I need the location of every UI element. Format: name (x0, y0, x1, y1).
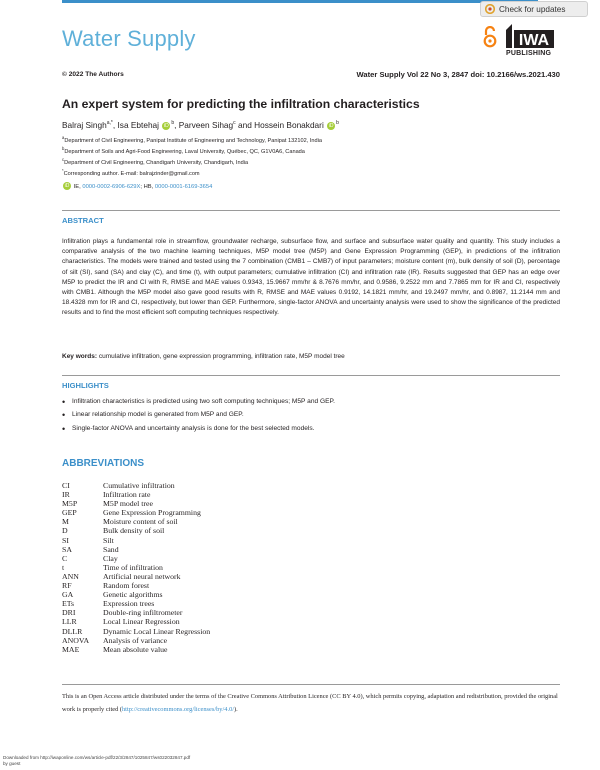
abbreviation-row (62, 526, 210, 535)
abbreviation-row (62, 590, 210, 599)
download-notice (3, 755, 190, 767)
keywords-text: cumulative infiltration, gene expression programming, infiltration rate, M5P model tree (98, 353, 345, 360)
license-end: ). (234, 706, 238, 714)
abbreviation-definition: Double-ring infiltrometer (103, 608, 183, 618)
affiliation: $^b$Department of Soils and Agri-Food Engineering, Laval University, Québec, QC, G1V0A6, Canada (62, 146, 305, 155)
keywords (62, 353, 345, 360)
author-sup: a,* (106, 120, 113, 127)
abbreviation-definition: Clay (103, 553, 118, 563)
license-text (62, 690, 560, 717)
abbreviation-row (62, 645, 210, 654)
abbreviation-row (62, 536, 210, 545)
orcid-list (62, 182, 212, 190)
divider (62, 684, 560, 685)
author-separator: and (235, 120, 255, 130)
abbreviation-term: IR (62, 490, 70, 500)
orcid-separator: ; (140, 184, 142, 190)
orcid-link[interactable]: 0000-0002-6906-629X (82, 184, 141, 190)
abbreviation-term: C (62, 553, 68, 563)
author-sup: c (233, 120, 236, 127)
download-line: by guest (3, 761, 21, 766)
abbreviation-definition: Local Linear Regression (103, 617, 180, 627)
abbreviation-definition: Random forest (103, 581, 150, 591)
abbreviation-term: GA (62, 590, 74, 600)
orcid-icon: iD (64, 183, 70, 189)
abbreviations-heading: ABBREVIATIONS (62, 458, 145, 469)
affiliation: $^a$Department of Civil Engineering, Panipat Institute of Engineering and Technology, Panipat 132102, India (62, 135, 322, 144)
author-separator: , (112, 120, 118, 130)
abbreviation-row (62, 572, 210, 581)
abbreviation-term: ANN (62, 571, 79, 581)
highlight-item: • Single-factor ANOVA and uncertainty analysis is done for the best selected models. (62, 425, 335, 438)
abbreviations-list (62, 481, 210, 654)
abbreviation-definition: Mean absolute value (103, 644, 168, 654)
abbreviation-row (62, 490, 210, 499)
check-for-updates-label: Check for updates (499, 4, 566, 14)
abbreviation-row (62, 508, 210, 517)
abbreviation-term: ETs (62, 599, 75, 609)
iwa-logo-mark (506, 22, 554, 50)
abstract-text: Infiltration plays a fundamental role in streamflow, groundwater recharge, subsurface flow, and surface and subsurface water quality and quantity. This study includes a comparative analysis of the two machine learning techniques, M5P model tree (M5P) and Gene Expression Programming (GEP), in predictions of the infiltration characteristics. The models were trained and tested using the 7 combination (CMB1 – CMB7) of input parameters; moisture content (m), bulk density of soil (D), percentage of silt (SI), sand (SA) and clay (C), and time (t), with output parameters; cumulative infiltration (CI) and infiltration rate (IR). Results suggested that GEP has an edge over M5P to predict the IR and CI with R, RMSE and MAE values 0.9343, 15.9667 mm/hr & 8.7676 mm/hr, and 0.9586, 9.2522 mm and 7.7865 mm for IR and CI, respectively with CMB1. Although the M5P model also gave good results with R, RMSE and MAE values 0.9192, 14.1821 mm/hr, and 19.2497 mm/hr, and 0.8987, 11.2144 mm and 18.4328 mm for IR and CI, respectively, but lower than GEP. Furthermore, single-factor ANOVA and uncertainty analysis were used to show the significance of the predicted results and to find the most efficient soft computing techniques respectively. (62, 238, 560, 317)
abbreviation-term: SI (62, 535, 69, 545)
affiliation: $^c$Department of Civil Engineering, Chandigarh University, Chandigarh, India (62, 157, 249, 166)
abbreviation-term: CI (62, 481, 70, 490)
abbreviation-definition: Artificial neural network (103, 571, 181, 581)
abbreviation-definition: Moisture content of soil (103, 517, 178, 527)
abbreviation-definition: Dynamic Local Linear Regression (103, 626, 211, 636)
author-name[interactable]: Balraj Singh (62, 120, 107, 130)
abbreviation-definition: Cumulative infiltration (103, 481, 175, 490)
abbreviation-definition: Time of infiltration (103, 562, 163, 572)
abbreviation-row (62, 599, 210, 608)
abbreviation-term: DRI (62, 608, 76, 618)
corresponding-author: *Corresponding author. E-mail: balrajzinder@gmail.com (62, 168, 200, 178)
abbreviation-row (62, 481, 210, 490)
top-accent-bar (62, 0, 538, 3)
abbreviation-term: M (62, 517, 69, 527)
abbreviation-definition: Analysis of variance (103, 635, 168, 645)
abbreviation-row (62, 627, 210, 636)
abbreviation-term: RF (62, 581, 72, 591)
check-for-updates-button[interactable] (480, 1, 588, 17)
highlight-item: • Infiltration characteristics is predicted using two soft computing techniques; M5P and GEP. (62, 398, 335, 411)
orcid-label: IE, (73, 184, 81, 190)
abbreviation-term: SA (62, 544, 72, 554)
orcid-icon[interactable]: iD (328, 123, 334, 129)
highlight-item: • Linear relationship model is generated from M5P and GEP. (62, 411, 335, 424)
author-name[interactable]: Hossein Bonakdari (254, 120, 324, 130)
author-list (62, 120, 339, 130)
abbreviation-term: LLR (62, 617, 77, 627)
abbreviation-term: M5P (62, 499, 78, 509)
author-sup: b (336, 120, 339, 127)
abbreviation-definition: Bulk density of soil (103, 526, 165, 536)
citation: Water Supply Vol 22 No 3, 2847 doi: 10.2166/ws.2021.430 (356, 70, 560, 79)
author-name[interactable]: Parveen Sihag (178, 120, 234, 130)
highlights-list (62, 398, 335, 438)
paper-title: An expert system for predicting the infiltration characteristics (62, 97, 420, 111)
iwa-logo-text: IWA (518, 32, 550, 49)
open-access-icon (483, 26, 497, 48)
divider (62, 375, 560, 376)
orcid-label: HB, (143, 184, 154, 190)
abbreviation-row (62, 517, 210, 526)
abbreviation-row (62, 636, 210, 645)
abbreviation-definition: Sand (103, 544, 119, 554)
orcid-icon[interactable]: iD (163, 123, 169, 129)
abbreviation-term: MAE (62, 644, 80, 654)
download-line: Downloaded from http://iwaponline.com/ws/article-pdf/22/3/2847/1025847/ws022032847.pdf (3, 755, 191, 760)
license-link[interactable]: http://creativecommons.org/licenses/by/4.0/ (121, 706, 235, 714)
publishing-label: PUBLISHING (506, 50, 552, 57)
highlights-heading: HIGHLIGHTS (62, 381, 109, 390)
abbreviation-definition: Silt (103, 535, 114, 545)
orcid-link[interactable]: 0000-0001-6169-3654 (154, 184, 213, 190)
abbreviation-definition: Gene Expression Programming (103, 508, 201, 518)
author-name[interactable]: Isa Ebtehaj (117, 120, 160, 130)
abbreviation-term: GEP (62, 508, 77, 518)
abbreviation-term: t (62, 562, 65, 572)
abbreviation-definition: M5P model tree (103, 499, 153, 509)
abbreviation-definition: Genetic algorithms (103, 590, 163, 600)
abbreviation-row (62, 617, 210, 626)
author-sup: b (171, 120, 175, 127)
divider (62, 210, 560, 211)
keywords-label: Key words: (62, 353, 98, 360)
refresh-icon (485, 4, 495, 14)
abbreviation-definition: Infiltration rate (103, 490, 151, 500)
abbreviation-row (62, 581, 210, 590)
abbreviation-term: ANOVA (62, 635, 90, 645)
author-separator: , (174, 120, 179, 130)
iwa-publishing-logo (506, 22, 556, 60)
abbreviation-row (62, 499, 210, 508)
license-body: This is an Open Access article distributed under the terms of the Creative Commons Attribution Licence (CC BY 4.0), which permits copying, adaptation and redistribution, provided the original work is properly cited ( (62, 693, 558, 714)
affiliations (62, 134, 322, 178)
abbreviation-definition: Expression trees (103, 599, 155, 609)
copyright: © 2022 The Authors (62, 71, 124, 78)
abbreviation-row (62, 608, 210, 617)
abbreviation-row (62, 545, 210, 554)
journal-title: Water Supply (62, 26, 196, 51)
abbreviation-term: DLLR (62, 626, 83, 636)
abbreviation-row (62, 554, 210, 563)
abbreviation-row (62, 563, 210, 572)
abbreviation-term: D (62, 526, 68, 536)
abstract-heading: ABSTRACT (62, 216, 104, 225)
